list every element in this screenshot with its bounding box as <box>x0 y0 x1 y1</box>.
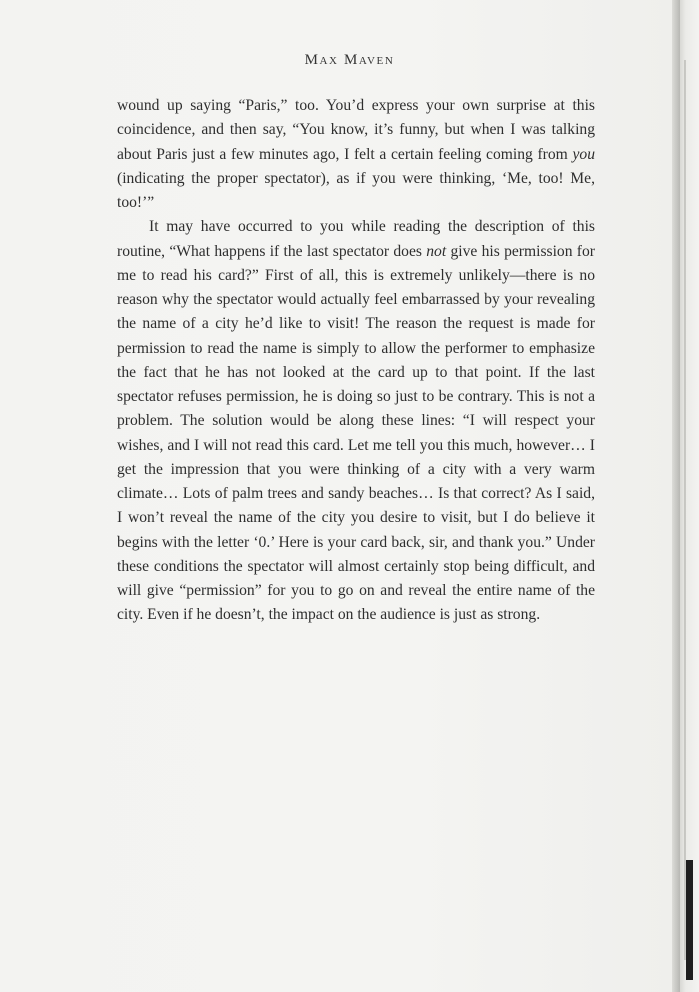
paragraph-1-emphasis: you <box>572 145 595 163</box>
paragraph-2-text-2: give his permission for me to read his card?” First of all, this is extremely unlikely—there is no reason why the spectator would actually feel embarrassed by your revealing the name of a city he’d like to visit! The reason the request is made for permission to read the name is simply to allow the performer to emphasize the fact that he has not looked at the card up to that point. If the last spectator refuses permission, he is doing so just to be contrary. This is not a problem. The solution would be along these lines: “I will respect your wishes, and I will not read this card. Let me tell you this much, however… I get the impression that you were thinking of a city with a very warm climate… Lots of palm trees and sandy beaches… Is that correct? As I said, I won’t reveal the name of the city you desire to visit, but I do believe it begins with the letter ‘0.’ Here is your card back, sir, and thank you.” Under these conditions the spectator will almost certainly stop being difficult, and will give “permission” for you to go on and reveal the entire name of the city. Even if he doesn’t, the impact on the audience is just as strong. <box>117 242 595 624</box>
page-edge-shadow <box>672 0 680 992</box>
paragraph-1 <box>117 94 595 215</box>
page-edge-line <box>684 60 686 960</box>
paragraph-2-emphasis: not <box>426 242 447 260</box>
page-gutter <box>680 0 699 992</box>
paragraph-1-text-1: wound up saying “Paris,” too. You’d express your own surprise at this coincidence, and then say, “You know, it’s funny, but when I was talking about Paris just a few minutes ago, I felt a certain feeling coming from <box>117 97 595 163</box>
body-text <box>117 94 595 628</box>
paragraph-2 <box>117 215 595 627</box>
page-edge-mark <box>686 860 693 980</box>
running-head: Max Maven <box>304 52 395 68</box>
paragraph-1-text-2: (indicating the proper spectator), as if you were thinking, ‘Me, too! Me, too!’” <box>117 169 595 211</box>
paragraph-2-text-1: It may have occurred to you while reading the description of this routine, “What happens if the last spectator does <box>117 218 595 260</box>
